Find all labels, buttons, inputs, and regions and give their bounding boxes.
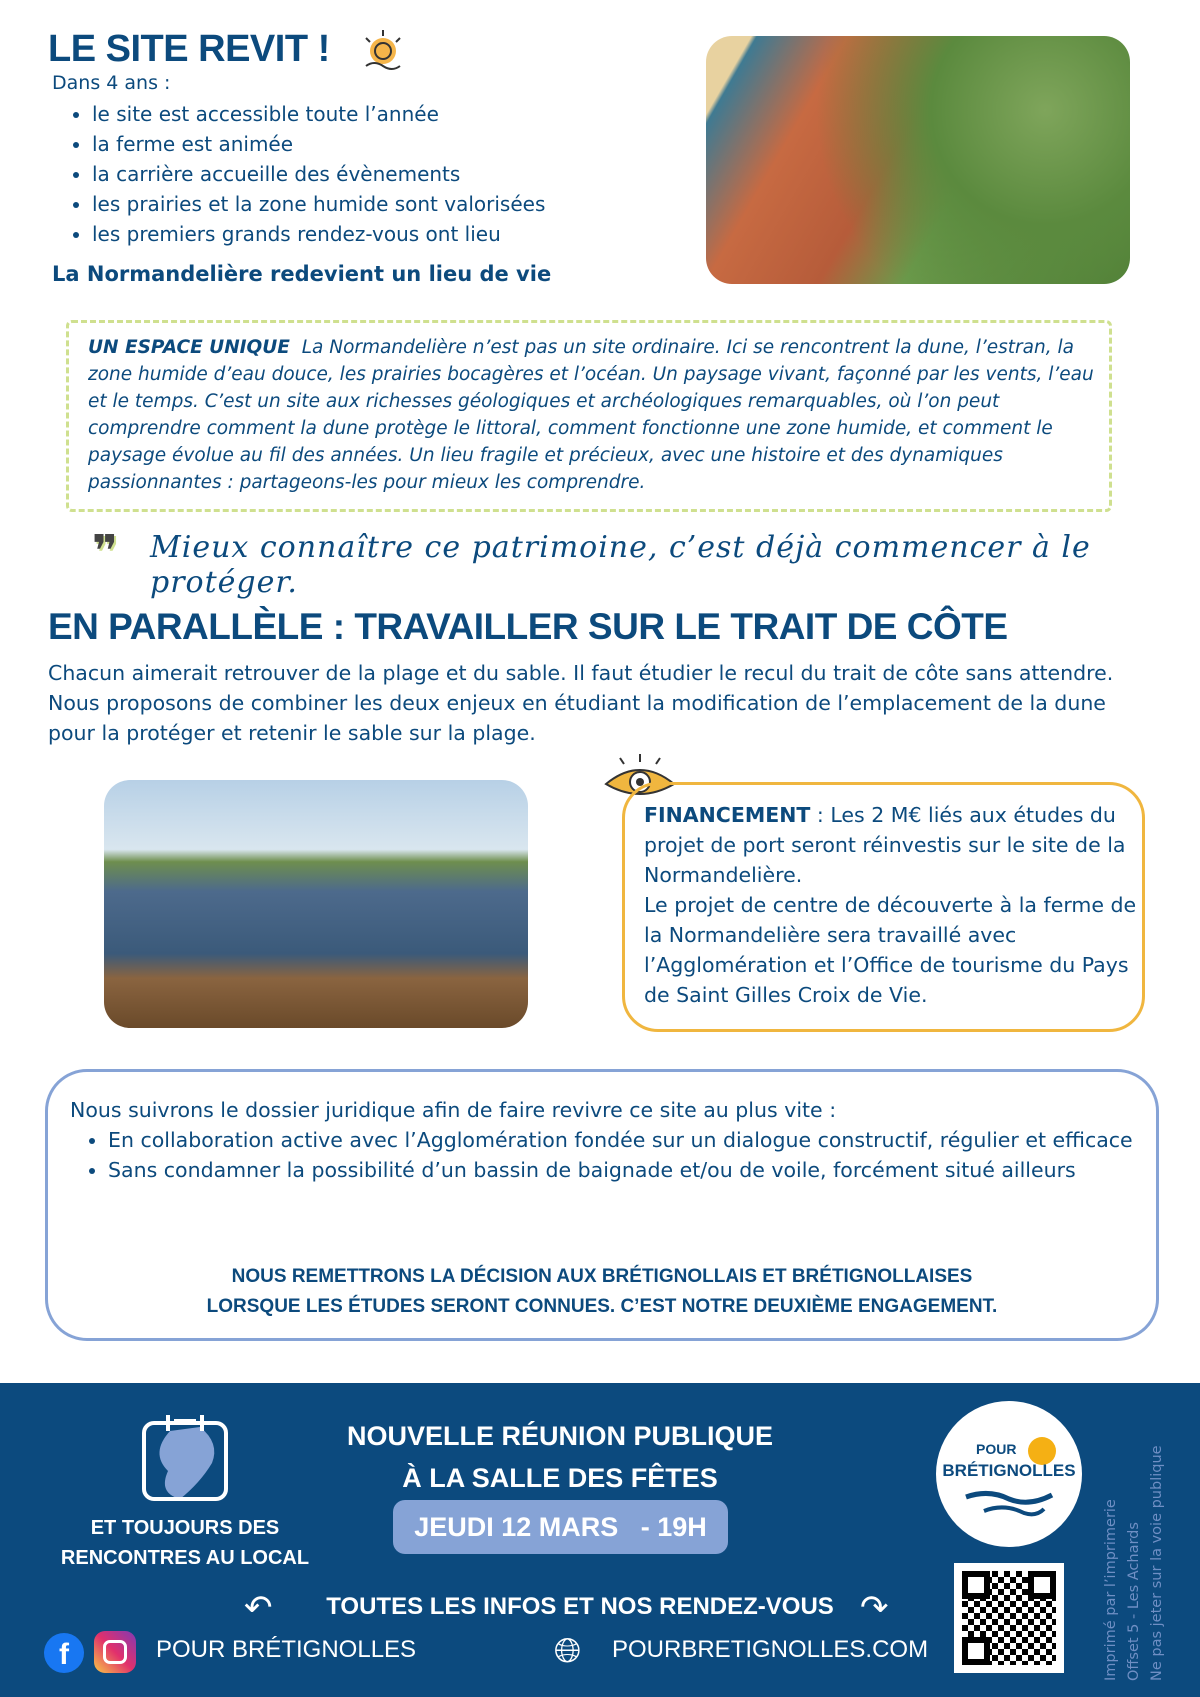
meeting-line-2: À LA SALLE DES FÊTES [402,1463,718,1493]
financement-text [644,800,1140,1010]
list-item: • la carrière accueille des évènements [92,159,545,189]
logo [936,1401,1082,1547]
sun-icon [358,28,408,78]
canal-photo [104,780,528,1028]
arrow-left-icon: ↶ [244,1588,273,1628]
footer [0,1383,1200,1697]
facebook-icon[interactable]: f [44,1633,84,1673]
instagram-icon[interactable] [94,1631,136,1673]
logo-text-bottom: BRÉTIGNOLLES [942,1461,1076,1480]
local-meetings: ET TOUJOURS DES RENCONTRES AU LOCAL [60,1517,310,1569]
infos-label: TOUTES LES INFOS ET NOS RENDEZ-VOUS [326,1593,834,1620]
print-line-1: Imprimé par l’imprimerie [1103,1499,1119,1681]
unique-body: La Normandelière n’est pas un site ordinaire. Ici se rencontrent la dune, l’estran, la zone humide d’eau douce, les prairies bocagères et l’océan. Un paysage vivant, façonné par les vents, l’eau et le temps. C’est un site aux richesses géologiques et archéologiques remarquables, où l’on peut comprendre comment la dune protège le littoral, comment fonctionne une zone humide, et comment le paysage évolue au fil des années. Un lieu fragile et précieux, avec une histoire et des dynamiques passionnantes : partageons-les pour mieux les comprendre. [88,337,1094,493]
section-title-2: EN PARALLÈLE : TRAVAILLER SUR LE TRAIT DE CÔTE [48,606,1008,647]
aerial-photo [706,36,1130,284]
list-item: • En collaboration active avec l’Agglomération fondée sur un dialogue constructif, régulier et efficace [108,1125,1138,1155]
juridique-intro: Nous suivrons le dossier juridique afin de faire revivre ce site au plus vite : [70,1098,837,1122]
unique-label: UN ESPACE UNIQUE [88,337,290,358]
section-title: LE SITE REVIT ! [48,28,330,70]
meeting-line-1: NOUVELLE RÉUNION PUBLIQUE [346,1421,774,1451]
engagement [45,1262,1159,1322]
list-item: • la ferme est animée [92,129,545,159]
print-line-2: Offset 5 - Les Achards [1126,1522,1142,1681]
financement-body-2: Le projet de centre de découverte à la ferme de la Normandelière sera travaillé avec l’Agglomération et l’Office de tourisme du Pays de Saint Gilles Croix de Vie. [644,893,1137,1007]
list-item: • Sans condamner la possibilité d’un bassin de baignade et/ou de voile, forcément situé ailleurs [108,1155,1138,1185]
unique-text [88,334,1100,496]
conclusion: La Normandelière redevient un lieu de vie [52,262,552,286]
engagement-line-2: LORSQUE LES ÉTUDES SERONT CONNUES. C’EST NOTRE DEUXIÈME ENGAGEMENT. [206,1296,998,1317]
juridique-list [68,1125,1138,1185]
print-line-3: Ne pas jeter sur la voie publique [1149,1445,1165,1681]
list-item: • les prairies et la zone humide sont valorisées [92,189,545,219]
intro: Dans 4 ans : [52,72,171,94]
list-item: • le site est accessible toute l’année [92,99,545,129]
print-notice [1100,1391,1169,1681]
quote: Mieux connaître ce patrimoine, c’est déjà commencer à le protéger. [150,530,1091,600]
globe-icon: 🌐︎ [554,1631,582,1671]
qr-code[interactable] [954,1563,1064,1673]
meeting-date: JEUDI 12 MARS - 19H [393,1500,728,1554]
bullet-list [52,99,545,249]
social-link[interactable]: POUR BRÉTIGNOLLES [156,1636,417,1663]
website-link[interactable]: POURBRETIGNOLLES.COM [612,1636,929,1663]
logo-text-top: POUR [976,1441,1017,1457]
list-item: • les premiers grands rendez-vous ont lieu [92,219,545,249]
section2-text: Chacun aimerait retrouver de la plage et du sable. Il faut étudier le recul du trait de côte sans attendre. Nous proposons de combiner les deux enjeux en étudiant la modification de l’emplacement de la dune pour la protéger et retenir le sable sur la plage. [48,661,1114,745]
financement-label: FINANCEMENT [644,803,811,827]
meeting-title [300,1415,820,1499]
calendar-icon [140,1413,230,1503]
engagement-line-1: NOUS REMETTRONS LA DÉCISION AUX BRÉTIGNOLLAIS ET BRÉTIGNOLLAISES [231,1266,973,1287]
quote-icon: ❞ [92,526,118,577]
financement-body: : Les 2 M€ liés aux études du projet de port seront réinvestis sur le site de la Normandelière. [644,803,1126,887]
arrow-right-icon: ↷ [860,1588,889,1628]
